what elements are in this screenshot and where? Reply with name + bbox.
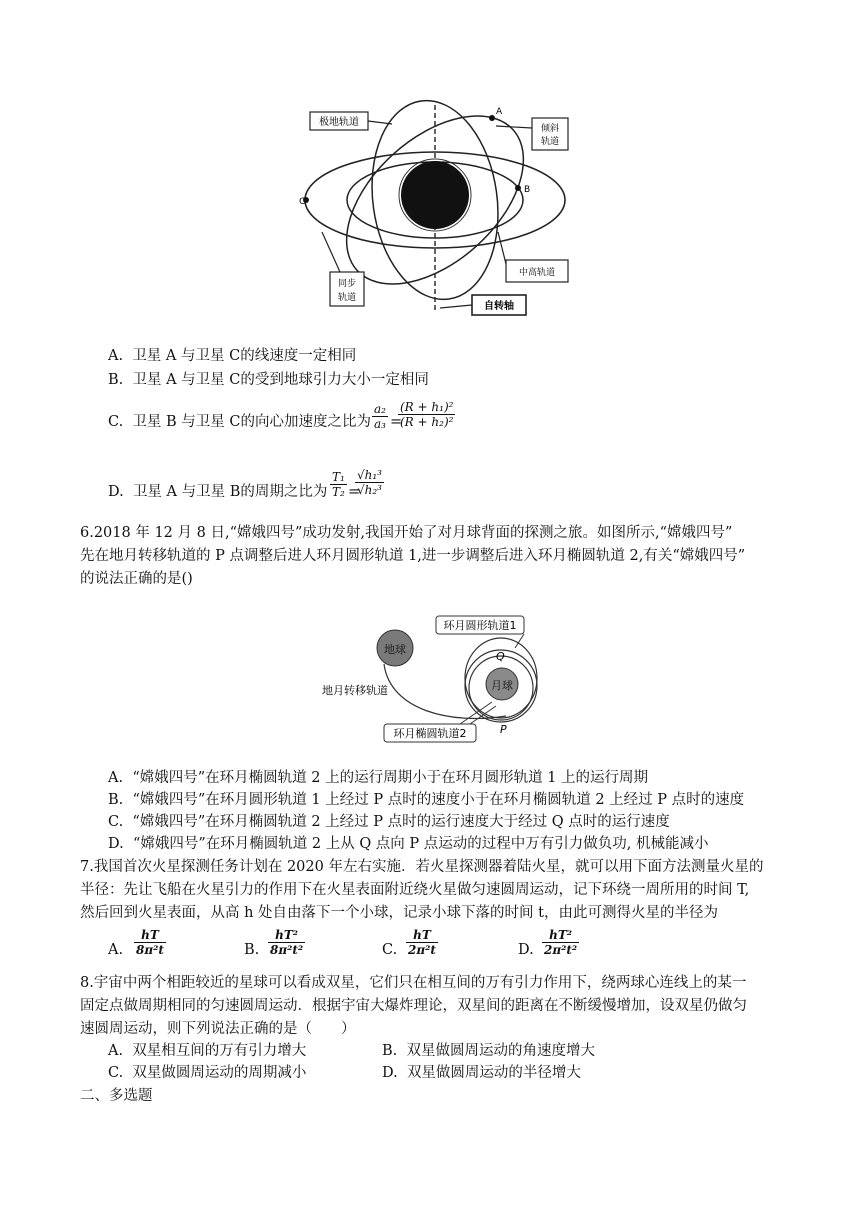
q7-option-a-fraction: $\frac{hT}{\text{8π²t}}$	[136, 928, 164, 957]
q7-option-a-letter: A.	[108, 942, 124, 958]
q8-option-b: B. 双星做圆周运动的角速度增大	[382, 1043, 595, 1059]
q5d-equals: =	[348, 484, 361, 500]
q6-line-1: 6.2018 年 12 月 8 日,“嫦娥四号”成功发射,我国开始了对月球背面的探测之旅。如图所示,“嫦娥四号”	[80, 525, 733, 541]
q6-line-2: 先在地月转移轨道的 P 点调整后进人环月圆形轨道 1,进一步调整后进入环月椭圆轨道 2,有关“嫦娥四号”	[80, 548, 746, 564]
q6-option-d: D. “嫦娥四号”在环月椭圆轨道 2 上从 Q 点向 P 点运动的过程中万有引力做负功, 机械能减小	[108, 836, 709, 852]
sync-orbit-label-1: 同步	[337, 279, 357, 289]
q7-option-d-fraction: $\frac{\text{hT²}}{\text{2π²t²}}$	[544, 928, 578, 957]
q5d-rhs-fraction: $\frac{\text{√h₁³}}{\text{√h₂³}}$	[357, 468, 382, 497]
point-q-label: Q	[496, 650, 505, 663]
point-p-label: P	[500, 723, 507, 736]
axis-label: 自转轴	[484, 301, 514, 312]
medium-orbit-label: 中高轨道	[518, 268, 556, 278]
q5c-rhs-fraction: $\frac{\text{(R + h₁)²}}{\text{(R + h₂)²}}$	[400, 400, 454, 429]
label-b: B	[524, 185, 531, 195]
satellite-b	[515, 185, 521, 191]
earth-label: 地球	[384, 643, 406, 656]
inclined-orbit-label-1: 倾斜	[540, 124, 560, 134]
elliptical-orbit-label: 环月椭圆轨道2	[393, 727, 467, 740]
circular-orbit-label: 环月圆形轨道1	[443, 619, 517, 632]
q6-option-b: B. “嫦娥四号”在环月圆形轨道 1 上经过 P 点时的速度小于在环月椭圆轨道 2 上经过 P 点时的速度	[108, 792, 745, 808]
q8-line-1: 8.宇宙中两个相距较近的星球可以看成双星，它们只在相互间的万有引力作用下，绕两球心连线上的某一	[80, 975, 747, 991]
q5-option-c: C. 卫星 B 与卫星 C的向心加速度之比为	[108, 414, 371, 430]
satellite-orbits-figure	[300, 100, 580, 322]
sync-orbit-label-2: 轨道	[337, 293, 357, 303]
q7-option-d-letter: D.	[518, 942, 534, 958]
q6-line-3: 的说法正确的是()	[80, 571, 193, 587]
q6-option-a: A. “嫦娥四号”在环月椭圆轨道 2 上的运行周期小于在环月圆形轨道 1 上的运行周期	[108, 770, 649, 786]
moon-label: 月球	[491, 679, 513, 692]
q5-option-a: A. 卫星 A 与卫星 C的线速度一定相同	[108, 348, 357, 364]
q7-option-b-fraction: $\frac{\text{hT²}}{\text{8π²t²}}$	[270, 928, 304, 957]
q7-line-2: 半径：先让飞船在火星引力的作用下在火星表面附近绕火星做匀速圆周运动，记下环绕一周所用的时间 T,	[80, 882, 750, 898]
q5c-lhs-fraction: $\frac{\text{a₂}}{\text{a₃}}$	[374, 402, 386, 431]
label-c: C	[299, 197, 306, 207]
satellite-a	[489, 115, 495, 121]
q6-option-c: C. “嫦娥四号”在环月椭圆轨道 2 上经过 P 点时的运行速度大于经过 Q 点时的运行速度	[108, 814, 670, 830]
section-multi-choice-heading: 二、多选题	[80, 1088, 153, 1104]
q7-option-c-fraction: $\frac{hT}{\text{2π²t}}$	[408, 928, 436, 957]
q7-option-c-letter: C.	[382, 942, 398, 958]
q5-option-d: D. 卫星 A 与卫星 B的周期之比为	[108, 484, 328, 500]
q8-option-c: C. 双星做圆周运动的周期减小	[108, 1065, 307, 1081]
inclined-orbit-label-2: 轨道	[540, 137, 560, 147]
change4-orbits-figure	[310, 610, 560, 750]
q7-line-1: 7.我国首次火星探测任务计划在 2020 年左右实施．若火星探测器着陆火星，就可以用下面方法测量火星的	[80, 859, 764, 875]
polar-orbit-label: 极地轨道	[319, 117, 359, 128]
q8-line-3: 速圆周运动，则下列说法正确的是（ ）	[80, 1021, 356, 1037]
q5-option-b: B. 卫星 A 与卫星 C的受到地球引力大小一定相同	[108, 372, 429, 388]
q8-line-2: 固定点做周期相同的匀速圆周运动．根据宇宙大爆炸理论，双星间的距离在不断缓慢增加，设双星仍做匀	[80, 998, 747, 1014]
transfer-orbit-label: 地月转移轨道	[322, 684, 388, 697]
q5d-lhs-fraction: $\frac{\text{T₁}}{\text{T₂}}$	[332, 470, 345, 499]
q7-option-b-letter: B.	[244, 942, 260, 958]
label-a: A	[496, 107, 503, 117]
q7-line-3: 然后回到火星表面，从高 h 处自由落下一个小球，记录小球下落的时间 t，由此可测得火星的半径为	[80, 905, 718, 921]
q8-option-d: D. 双星做圆周运动的半径增大	[382, 1065, 581, 1081]
q8-option-a: A. 双星相互间的万有引力增大	[108, 1043, 307, 1059]
earth	[401, 161, 469, 229]
q5c-equals: =	[390, 414, 403, 430]
